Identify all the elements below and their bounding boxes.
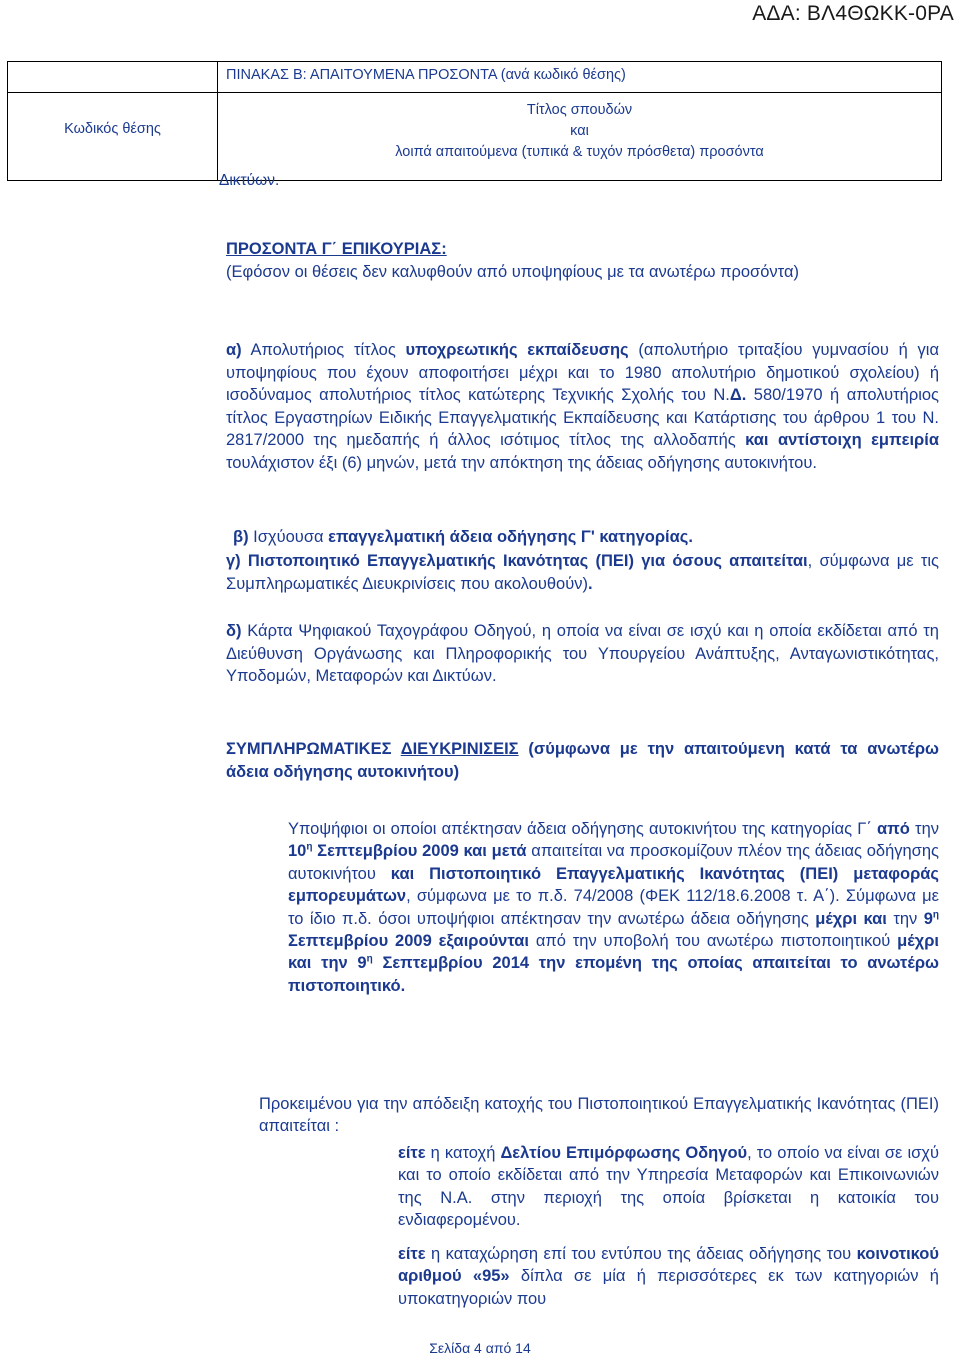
item-b-bold: επαγγελματική άδεια οδήγησης Γ' κατηγορίας. (328, 528, 693, 546)
pei-text-5: Σύμφωνα με το ίδιο π.δ. (288, 887, 939, 928)
pei-bold-1: από (877, 820, 910, 838)
item-a-text-2: (απολυτήριο τριταξίου γυμνασίου ή για υποψηφίους που έχουν αποφοιτήσει μέχρι και το 1980 απολυτήριο δημοτικού σχολείου) ή ισοδύναμος απολυτήριος τίτλος κατώτερης Τεχνικής Σχολής του Ν. (226, 341, 939, 404)
supplementary-heading-1: ΣΥΜΠΛΗΡΩΜΑΤΙΚΕΣ (226, 740, 401, 758)
item-b-label: β) (233, 528, 249, 546)
item-c-end: . (588, 574, 593, 593)
item-b (233, 526, 939, 549)
secondary-qualifications (226, 238, 939, 283)
item-a-label: α) (226, 341, 242, 359)
pei-text-6: όσοι υποψήφιοι απέκτησαν την ανωτέρω άδεια οδήγησης (371, 909, 816, 928)
item-a-text: Απολυτήριος τίτλος (241, 341, 406, 359)
pei-text-7: την (886, 909, 924, 928)
page-footer: Σελίδα 4 από 14 (429, 1340, 531, 1356)
item-c-bold: γ) Πιστοποιητικό Επαγγελματικής Ικανότητας (ΠΕΙ) για όσους απαιτείται (226, 552, 808, 570)
either-option-1 (398, 1142, 939, 1232)
option-1-bold: Δελτίου Επιμόρφωσης Οδηγού (500, 1144, 748, 1162)
item-a-bold-3: και αντίστοιχη εμπειρία (745, 431, 939, 449)
item-c (226, 550, 939, 595)
item-d-text: Κάρτα Ψηφιακού Ταχογράφου Οδηγού, η οποία να είναι σε ισχύ και η οποία εκδίδεται από τη Διεύθυνση Οργάνωσης και Πληροφορικής του Υπουργείου Ανάπτυξης, Ανταγωνιστικότητας, Υποδομών, Μεταφορών και Δικτύων. (226, 622, 939, 685)
row-divider (8, 92, 941, 93)
qualifications-header-line3: λοιπά απαιτούμενα (τυπικά & τυχόν πρόσθετα) προσόντα (395, 144, 764, 160)
pei-text-2: την (909, 820, 940, 838)
pei-bold-2: $10^\eta$ Σεπτεμβρίου 2009 (288, 841, 459, 861)
item-a-bold: υποχρεωτικής εκπαίδευσης (405, 341, 629, 359)
item-a-text-4: τουλάχιστον έξι (6) μηνών, μετά την απόκτηση της άδειας οδήγησης αυτοκινήτου. (226, 453, 817, 472)
option-2-text-2: δίπλα σε μία ή περισσότερες εκ των κατηγοριών ή υποκατηγοριών που (398, 1267, 939, 1308)
item-c-text: , σύμφωνα με τις Συμπληρωματικές Διευκρινίσεις που ακολουθούν) (226, 552, 939, 593)
pei-bold-7: μέχρι και την $9^\eta$ Σεπτεμβρίου 2014 την επομένη της οποίας απαιτείται το ανωτέρω πιστοποιητικό. (288, 932, 940, 995)
proof-paragraph: Προκειμένου για την απόδειξη κατοχής του Πιστοποιητικού Επαγγελματικής Ικανότητας (ΠΕΙ) απαιτείται : (259, 1095, 939, 1136)
supplementary-heading (226, 738, 939, 783)
pei-bold-4: και Πιστοποιητικό Επαγγελματικής Ικανότητας (ΠΕΙ) μεταφοράς εμπορευμάτων (288, 864, 940, 906)
table-title: ΠΙΝΑΚΑΣ Β: ΑΠΑΙΤΟΥΜΕΝΑ ΠΡΟΣΟΝΤΑ (ανά κωδικό θέσης) (226, 67, 626, 83)
requirements-table-header (7, 61, 942, 189)
item-a (226, 339, 939, 474)
pei-text-4: , σύμφωνα με το π.δ. 74/2008 (ΦΕΚ 112/18.6.2008 τ. Α΄). (406, 887, 846, 906)
item-a-bold-2: Δ. (729, 386, 747, 404)
pei-bold-3: και μετά (458, 842, 527, 861)
pei-text-8: από την υποβολή του ανωτέρω πιστοποιητικού (529, 932, 898, 951)
ada-code: ΑΔΑ: ΒΛ4ΘΩΚΚ-0ΡΑ (752, 2, 954, 25)
option-2-text: η καταχώρηση επί του εντύπου της άδειας οδήγησης του (425, 1245, 857, 1263)
carryover-text: Δικτύων. (219, 172, 280, 189)
option-2-bold: κοινοτικού αριθμού «95» (398, 1245, 939, 1286)
qualifications-header-line2: και (570, 123, 589, 139)
supplementary-heading-3: (σύμφωνα με την απαιτούμενη κατά τα ανωτέρω άδεια οδήγησης αυτοκινήτου) (226, 740, 939, 781)
pei-text-1: Υποψήφιοι οι οποίοι απέκτησαν άδεια οδήγησης αυτοκινήτου της κατηγορίας Γ΄ (288, 820, 878, 838)
qualifications-header (218, 100, 941, 163)
pei-bold-6: $9^\eta$ Σεπτεμβρίου 2009 εξαιρούνται (288, 909, 940, 951)
supplementary-heading-2: ΔΙΕΥΚΡΙΝΙΣΕΙΣ (400, 740, 519, 758)
pei-paragraph (288, 818, 939, 997)
item-a-text-3: 580/1970 ή απολυτήριος τίτλος Εργαστηρίων Ειδικής Επαγγελματικής Εκπαίδευσης και Κατάρτισης του άρθρου 1 του Ν. 2817/2000 της ημεδαπής ή άλλος ισότιμος τίτλος της αλλοδαπής (226, 386, 939, 449)
secondary-heading: ΠΡΟΣΟΝΤΑ Γ΄ ΕΠΙΚΟΥΡΙΑΣ: (226, 240, 447, 258)
item-d-label: δ) (226, 622, 242, 640)
qualifications-header-line1: Τίτλος σπουδών (526, 102, 633, 118)
item-b-text: Ισχύουσα (248, 528, 329, 546)
option-1-either: είτε (398, 1144, 426, 1162)
item-d (226, 620, 939, 688)
option-1-text-2: , το οποίο να είναι σε ισχύ και το οποίο εκδίδεται από την Υπηρεσία Μεταφορών και Επικοινωνιών της Ν.Α. στην περιοχή της οποία βρίσκεται η κατοικία του ενδιαφερομένου. (398, 1144, 939, 1230)
option-1-text: η κατοχή (425, 1144, 501, 1162)
either-option-2 (398, 1243, 939, 1310)
position-code-header: Κωδικός θέσης (64, 121, 161, 137)
pei-text-3: απαιτείται να προσκομίζουν πλέον της άδειας οδήγησης αυτοκινήτου (288, 842, 939, 883)
option-2-either: είτε (398, 1245, 426, 1263)
pei-bold-5: μέχρι και (815, 909, 887, 928)
secondary-intro: (Εφόσον οι θέσεις δεν καλυφθούν από υποψηφίους με τα ανωτέρω προσόντα) (226, 262, 799, 281)
